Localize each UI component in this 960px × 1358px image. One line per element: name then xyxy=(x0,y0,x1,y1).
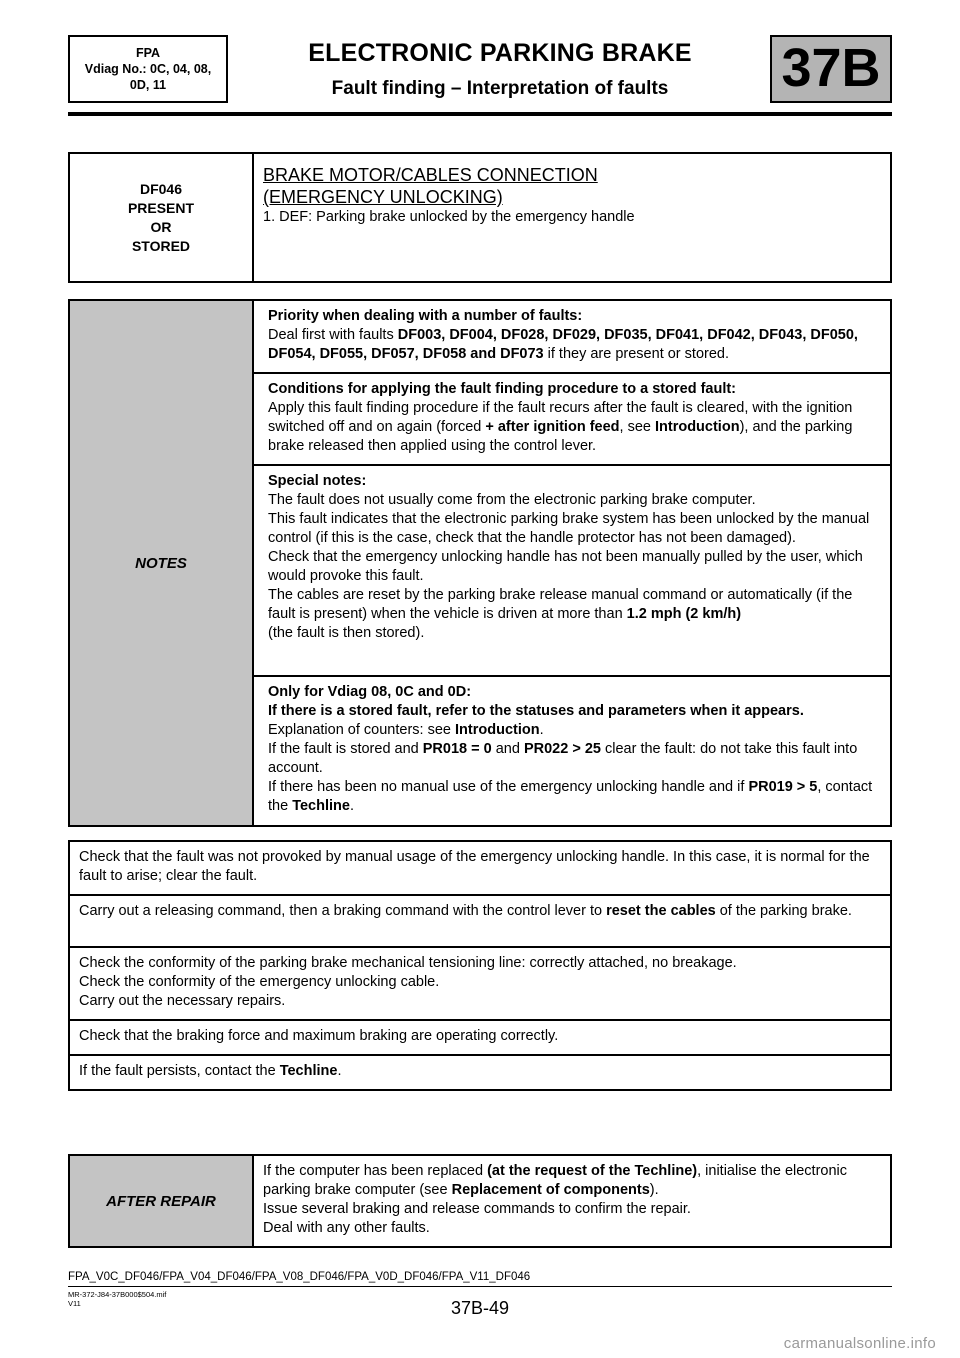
after-repair-table xyxy=(68,1154,892,1248)
vdiag-text-3: If there has been no manual use of the emergency unlocking handle and if PR019 > 5, contact the Techline. xyxy=(268,779,873,814)
footer-divider xyxy=(68,1286,892,1287)
page-number: 37B-49 xyxy=(450,1298,510,1318)
after-repair-label-cell xyxy=(69,1155,253,1247)
notes-priority xyxy=(253,300,891,373)
step-2: Carry out a releasing command, then a braking command with the control lever to reset the cables of the parking brake. xyxy=(69,895,891,947)
notes-label: NOTES xyxy=(135,554,187,572)
fault-title-line-1: BRAKE MOTOR/CABLES CONNECTION xyxy=(263,165,598,185)
footer-reference: MR-372-J84-37B000$504.mif V11 xyxy=(68,1290,167,1308)
fault-status-or: OR xyxy=(150,218,172,235)
conditions-heading: Conditions for applying the fault finding procedure to a stored fault: xyxy=(268,381,737,397)
header-divider xyxy=(68,112,892,116)
fault-status-present: PRESENT xyxy=(127,199,195,216)
step-5: If the fault persists, contact the Techline. xyxy=(69,1055,891,1090)
fault-status-cell xyxy=(69,153,253,282)
notes-special xyxy=(253,465,891,676)
vdiag-text-1: Explanation of counters: see Introduction. xyxy=(268,722,544,738)
fault-description-cell xyxy=(253,153,891,282)
page-title: ELECTRONIC PARKING BRAKE xyxy=(308,39,692,67)
notes-label-cell xyxy=(69,300,253,826)
priority-text: Deal first with faults DF003, DF004, DF028, DF029, DF035, DF041, DF042, DF043, DF050, DF054, DF055, DF057, DF058 and DF073 if they are present or stored. xyxy=(268,327,858,362)
step-4: Check that the braking force and maximum braking are operating correctly. xyxy=(69,1020,891,1055)
special-text-2: This fault indicates that the electronic parking brake system has been unlocked by the manual control (if this is the case, check that the handle protector has not been damaged). xyxy=(268,511,870,546)
notes-conditions xyxy=(253,373,891,465)
fault-id: DF046 xyxy=(139,180,183,197)
fault-status-stored: STORED xyxy=(131,237,191,254)
after-repair-text: If the computer has been replaced (at the request of the Techline), initialise the electronic parking brake computer (see Replacement of components). Issue several braking and release commands to confirm the repair. Deal with any other faults. xyxy=(253,1155,891,1247)
vdiag-line-2: Vdiag No.: 0C, 04, 08, xyxy=(84,62,212,76)
fault-def: 1. DEF: Parking brake unlocked by the emergency handle xyxy=(263,209,635,225)
vdiag-line-1: FPA xyxy=(135,46,161,60)
fault-title-line-2: (EMERGENCY UNLOCKING) xyxy=(263,187,503,207)
page-subtitle: Fault finding – Interpretation of faults xyxy=(331,78,669,99)
vdiag-line-3: 0D, 11 xyxy=(129,78,167,92)
steps-table xyxy=(68,840,892,1091)
vdiag-text-2: If the fault is stored and PR018 = 0 and PR022 > 25 clear the fault: do not take this fault into account. xyxy=(268,741,858,776)
section-code-badge: 37B xyxy=(770,35,892,103)
conditions-text: Apply this fault finding procedure if the fault recurs after the fault is cleared, with the ignition switched off and on again (forced + after ignition feed, see Introduction), and the parking brake released then applied using the control lever. xyxy=(268,400,853,454)
special-heading: Special notes: xyxy=(268,473,367,489)
notes-vdiag xyxy=(253,676,891,826)
special-text-1: The fault does not usually come from the electronic parking brake computer. xyxy=(268,492,756,508)
fault-table xyxy=(68,152,892,283)
vdiag-heading-2: If there is a stored fault, refer to the statuses and parameters when it appears. xyxy=(268,703,804,719)
vdiag-heading: Only for Vdiag 08, 0C and 0D: xyxy=(268,684,472,700)
special-text-3: Check that the emergency unlocking handle has not been manually pulled by the user, which would provoke this fault. xyxy=(268,549,863,584)
notes-table xyxy=(68,299,892,827)
special-text-4: The cables are reset by the parking brake release manual command or automatically (if the fault is present) when the vehicle is driven at more than 1.2 mph (2 km/h) (the fault is then stored). xyxy=(268,587,853,641)
after-repair-label: AFTER REPAIR xyxy=(106,1192,216,1210)
footer-fault-codes: FPA_V0C_DF046/FPA_V04_DF046/FPA_V08_DF046/FPA_V0D_DF046/FPA_V11_DF046 xyxy=(68,1271,531,1283)
vdiag-box xyxy=(68,35,228,103)
step-3: Check the conformity of the parking brake mechanical tensioning line: correctly attached, no breakage. Check the conformity of the emergency unlocking cable. Carry out the necessary repairs. xyxy=(69,947,891,1020)
step-1: Check that the fault was not provoked by manual usage of the emergency unlocking handle. In this case, it is normal for the fault to arise; clear the fault. xyxy=(69,841,891,895)
priority-heading: Priority when dealing with a number of faults: xyxy=(268,308,583,324)
watermark: carmanualsonline.info xyxy=(783,1335,936,1352)
